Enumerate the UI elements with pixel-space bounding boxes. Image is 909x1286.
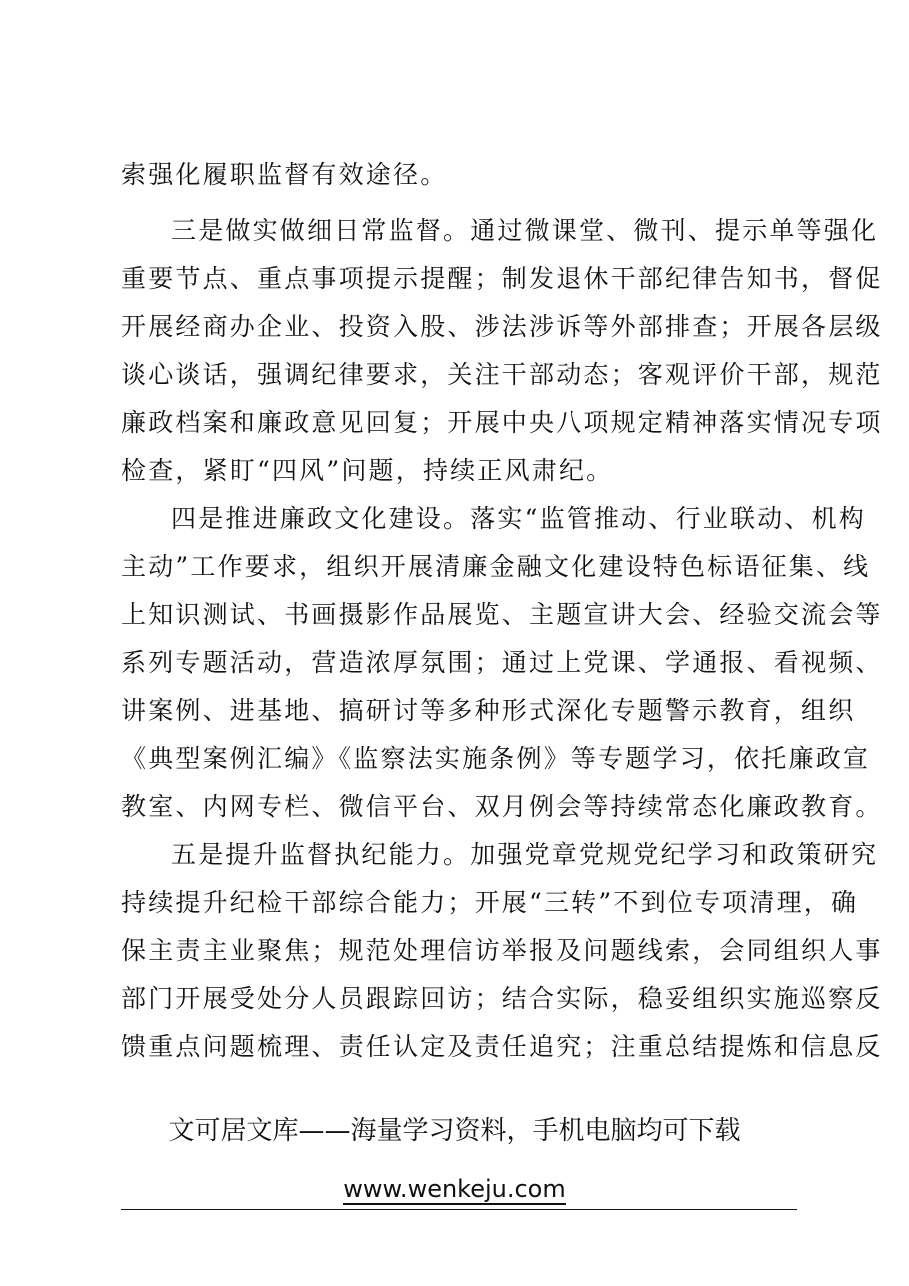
- footer-website-link[interactable]: [0, 1172, 909, 1206]
- paragraph-line: 教室、内网专栏、微信平台、双月例会等持续常态化廉政教育。: [121, 792, 883, 821]
- paragraph-line: 廉政档案和廉政意见回复；开展中央八项规定精神落实情况专项: [121, 408, 883, 437]
- paragraph-line: 持续提升纪检干部综合能力；开展“三转”不到位专项清理，确: [121, 888, 859, 917]
- paragraph-line: 重要节点、重点事项提示提醒；制发退休干部纪律告知书，督促: [121, 264, 883, 293]
- paragraph-line: 索强化履职监督有效途径。: [121, 160, 448, 189]
- paragraph-line: 四是推进廉政文化建设。落实“监管推动、行业联动、机构: [171, 504, 866, 533]
- paragraph-line: 保主责主业聚焦；规范处理信访举报及问题线索，会同组织人事: [121, 936, 883, 965]
- paragraph-line: 五是提升监督执纪能力。加强党章党规党纪学习和政策研究: [171, 840, 879, 869]
- footer-website-link-text: www.wenkeju.com: [343, 1175, 566, 1203]
- paragraph-line: 主动”工作要求，组织开展清廉金融文化建设特色标语征集、线: [121, 552, 871, 581]
- paragraph-line: 三是做实做细日常监督。通过微课堂、微刊、提示单等强化: [171, 216, 879, 245]
- footer-divider: [121, 1209, 797, 1210]
- paragraph-line: 上知识测试、书画摄影作品展览、主题宣讲大会、经验交流会等: [121, 600, 883, 629]
- paragraph-line: 检查，紧盯“四风”问题，持续正风肃纪。: [121, 456, 614, 485]
- paragraph-line: 系列专题活动，营造浓厚氛围；通过上党课、学通报、看视频、: [121, 648, 883, 677]
- paragraph-line: 《典型案例汇编》《监察法实施条例》等专题学习，依托廉政宣: [121, 744, 871, 773]
- footer-title: 文可居文库——海量学习资料，手机电脑均可下载: [168, 1116, 741, 1146]
- paragraph-line: 谈心谈话，强调纪律要求，关注干部动态；客观评价干部，规范: [121, 360, 883, 389]
- paragraph-line: 馈重点问题梳理、责任认定及责任追究；注重总结提炼和信息反: [121, 1032, 883, 1061]
- paragraph-line: 讲案例、进基地、搞研讨等多种形式深化专题警示教育，组织: [121, 696, 856, 725]
- paragraph-line: 开展经商办企业、投资入股、涉法涉诉等外部排查；开展各层级: [121, 312, 883, 341]
- paragraph-line: 部门开展受处分人员跟踪回访；结合实际，稳妥组织实施巡察反: [121, 984, 883, 1013]
